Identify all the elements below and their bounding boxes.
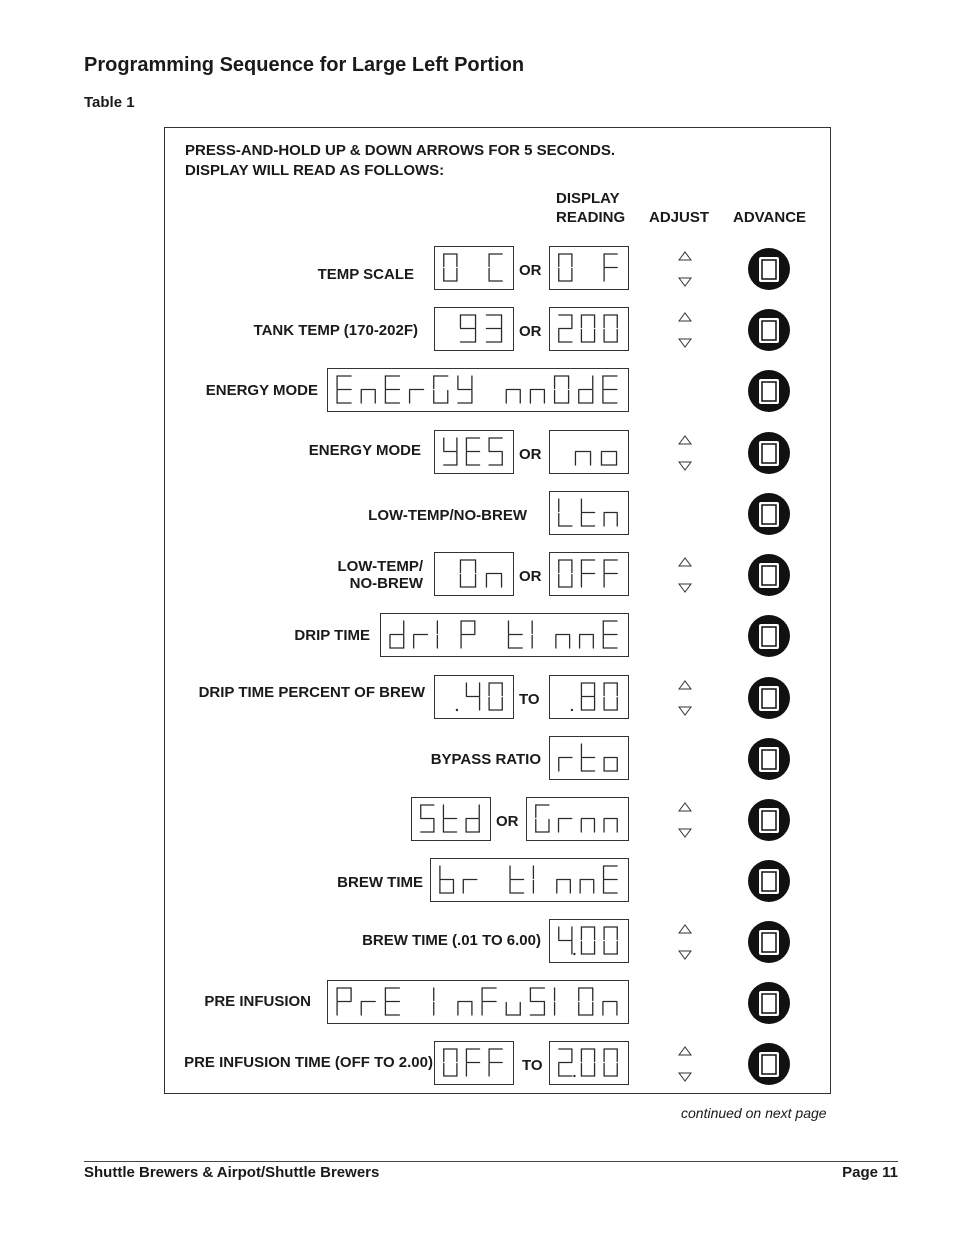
adjust-down[interactable] <box>678 581 692 599</box>
lcd-glyphs <box>435 676 513 718</box>
table-label: Table 1 <box>84 94 135 111</box>
adjust-down[interactable] <box>678 826 692 844</box>
down-arrow-icon[interactable] <box>678 705 692 717</box>
lcd-display <box>549 919 629 963</box>
advance-button-icon[interactable] <box>746 736 792 782</box>
advance-button-icon[interactable] <box>746 613 792 659</box>
lcd-display <box>434 1041 514 1085</box>
row-label-line-1: DRIP TIME <box>294 627 370 644</box>
advance-button-icon[interactable] <box>746 246 792 292</box>
lcd-glyphs <box>550 920 628 962</box>
advance-button[interactable] <box>746 613 792 664</box>
page-title: Programming Sequence for Large Left Portion <box>84 54 525 76</box>
lcd-glyphs <box>550 1042 628 1084</box>
row-label-line-1: PRE INFUSION <box>204 993 311 1010</box>
row-label-line-1: ENERGY MODE <box>205 382 318 399</box>
advance-button[interactable] <box>746 675 792 726</box>
up-arrow-icon[interactable] <box>678 679 692 691</box>
advance-button-icon[interactable] <box>746 797 792 843</box>
row-label <box>337 874 423 891</box>
adjust-down[interactable] <box>678 948 692 966</box>
continued-note: continued on next page <box>681 1105 827 1121</box>
column-header-display-line-2: READING <box>556 209 626 226</box>
adjust-up[interactable] <box>678 433 692 451</box>
advance-button[interactable] <box>746 430 792 481</box>
lcd-display <box>434 675 514 719</box>
lcd-glyphs <box>550 553 628 595</box>
lcd-glyphs <box>527 798 628 840</box>
adjust-up[interactable] <box>678 249 692 267</box>
lcd-glyphs <box>435 1042 513 1084</box>
up-arrow-icon[interactable] <box>678 1045 692 1057</box>
adjust-up[interactable] <box>678 800 692 818</box>
down-arrow-icon[interactable] <box>678 460 692 472</box>
up-arrow-icon[interactable] <box>678 434 692 446</box>
advance-button[interactable] <box>746 368 792 419</box>
adjust-down[interactable] <box>678 704 692 722</box>
display-connector: OR <box>519 262 542 279</box>
lcd-display <box>327 980 629 1024</box>
adjust-down[interactable] <box>678 459 692 477</box>
lcd-display <box>549 246 629 290</box>
lcd-display <box>430 858 629 902</box>
lcd-glyphs <box>435 247 513 289</box>
down-arrow-icon[interactable] <box>678 1071 692 1083</box>
advance-button-icon[interactable] <box>746 675 792 721</box>
advance-button[interactable] <box>746 736 792 787</box>
display-connector: OR <box>519 568 542 585</box>
advance-button[interactable] <box>746 246 792 297</box>
up-arrow-icon[interactable] <box>678 311 692 323</box>
lcd-display <box>549 491 629 535</box>
row-label-line-1: LOW-TEMP/ <box>337 558 423 575</box>
up-arrow-icon[interactable] <box>678 801 692 813</box>
row-label <box>206 382 318 399</box>
lcd-glyphs <box>328 981 628 1023</box>
lcd-display <box>549 552 629 596</box>
intro-line-1: PRESS-AND-HOLD UP & DOWN ARROWS FOR 5 SECONDS. <box>185 142 616 159</box>
advance-button-icon[interactable] <box>746 980 792 1026</box>
column-header-display <box>556 189 625 227</box>
lcd-display <box>549 430 629 474</box>
lcd-glyphs <box>431 859 628 901</box>
advance-button-icon[interactable] <box>746 552 792 598</box>
lcd-display <box>327 368 629 412</box>
row-label <box>362 932 541 949</box>
advance-button-icon[interactable] <box>746 368 792 414</box>
advance-button-icon[interactable] <box>746 858 792 904</box>
down-arrow-icon[interactable] <box>678 949 692 961</box>
advance-button-icon[interactable] <box>746 1041 792 1087</box>
row-label-line-1: DRIP TIME PERCENT OF BREW <box>198 684 425 701</box>
row-label-line-1: TANK TEMP (170-202F) <box>253 322 418 339</box>
display-connector: TO <box>522 1057 543 1074</box>
row-label-line-1: PRE INFUSION TIME (OFF TO 2.00) <box>184 1054 433 1071</box>
advance-button[interactable] <box>746 552 792 603</box>
down-arrow-icon[interactable] <box>678 827 692 839</box>
advance-button-icon[interactable] <box>746 430 792 476</box>
row-label <box>337 558 423 592</box>
row-label-line-2: NO-BREW <box>349 575 423 592</box>
row-label-line-1: LOW-TEMP/NO-BREW <box>368 507 527 524</box>
row-label <box>254 322 418 339</box>
lcd-glyphs <box>435 553 513 595</box>
row-label-line-1: BYPASS RATIO <box>430 751 541 768</box>
lcd-glyphs <box>412 798 490 840</box>
display-connector: OR <box>519 446 542 463</box>
footer-page-number: Page 11 <box>842 1164 898 1181</box>
footer-rule <box>84 1161 898 1162</box>
lcd-glyphs <box>550 247 628 289</box>
lcd-glyphs <box>550 492 628 534</box>
lcd-glyphs <box>550 431 628 473</box>
lcd-glyphs <box>550 308 628 350</box>
lcd-glyphs <box>550 676 628 718</box>
lcd-display <box>411 797 491 841</box>
lcd-display <box>434 430 514 474</box>
column-header-adjust: ADJUST <box>649 209 710 226</box>
row-label-line-1: ENERGY MODE <box>308 442 421 459</box>
row-label-line-1: TEMP SCALE <box>317 266 414 283</box>
down-arrow-icon[interactable] <box>678 582 692 594</box>
row-label <box>199 684 425 701</box>
lcd-display <box>526 797 629 841</box>
adjust-up[interactable] <box>678 555 692 573</box>
lcd-glyphs <box>435 308 513 350</box>
advance-button[interactable] <box>746 980 792 1031</box>
advance-button-icon[interactable] <box>746 491 792 537</box>
display-connector: OR <box>496 813 519 830</box>
lcd-display <box>549 675 629 719</box>
adjust-up[interactable] <box>678 310 692 328</box>
display-connector: OR <box>519 323 542 340</box>
row-label <box>184 1054 433 1071</box>
row-label <box>294 627 370 644</box>
lcd-display <box>434 246 514 290</box>
display-connector: TO <box>519 691 540 708</box>
lcd-display <box>434 307 514 351</box>
lcd-display <box>549 1041 629 1085</box>
adjust-down[interactable] <box>678 336 692 354</box>
advance-button-icon[interactable] <box>746 919 792 965</box>
advance-button[interactable] <box>746 1041 792 1092</box>
row-label <box>318 266 414 283</box>
column-header-display-line-1: DISPLAY <box>556 190 620 207</box>
lcd-display <box>380 613 629 657</box>
down-arrow-icon[interactable] <box>678 276 692 288</box>
advance-button[interactable] <box>746 797 792 848</box>
up-arrow-icon[interactable] <box>678 923 692 935</box>
row-label-line-1: BREW TIME (.01 TO 6.00) <box>362 932 541 949</box>
advance-button-icon[interactable] <box>746 307 792 353</box>
lcd-glyphs <box>328 369 628 411</box>
adjust-up[interactable] <box>678 1044 692 1062</box>
lcd-glyphs <box>381 614 628 656</box>
adjust-down[interactable] <box>678 1070 692 1088</box>
lcd-display <box>549 736 629 780</box>
lcd-display <box>434 552 514 596</box>
up-arrow-icon[interactable] <box>678 556 692 568</box>
lcd-glyphs <box>550 737 628 779</box>
row-label <box>431 751 541 768</box>
column-header-advance: ADVANCE <box>733 209 807 226</box>
adjust-up[interactable] <box>678 678 692 696</box>
row-label <box>204 993 311 1010</box>
adjust-up[interactable] <box>678 922 692 940</box>
lcd-glyphs <box>435 431 513 473</box>
intro-line-2: DISPLAY WILL READ AS FOLLOWS: <box>185 162 445 179</box>
lcd-display <box>549 307 629 351</box>
intro-text <box>185 141 615 181</box>
advance-button[interactable] <box>746 858 792 909</box>
up-arrow-icon[interactable] <box>678 250 692 262</box>
row-label <box>368 507 527 524</box>
advance-button[interactable] <box>746 919 792 970</box>
advance-button[interactable] <box>746 491 792 542</box>
advance-button[interactable] <box>746 307 792 358</box>
footer-left: Shuttle Brewers & Airpot/Shuttle Brewers <box>84 1164 380 1181</box>
row-label-line-1: BREW TIME <box>337 874 423 891</box>
row-label <box>309 442 421 459</box>
adjust-down[interactable] <box>678 275 692 293</box>
down-arrow-icon[interactable] <box>678 337 692 349</box>
